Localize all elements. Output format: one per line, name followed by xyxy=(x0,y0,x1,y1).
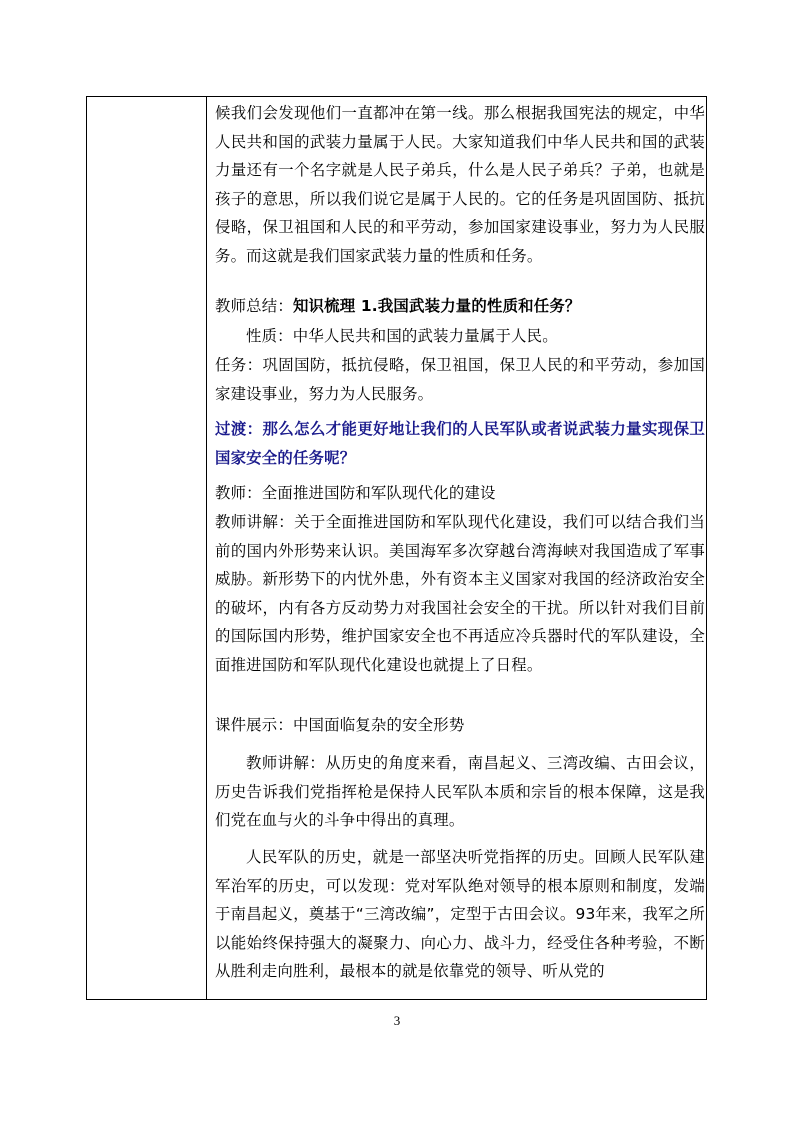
paragraph-courseware: 课件展示：中国面临复杂的安全形势 xyxy=(215,716,465,734)
lesson-table xyxy=(86,96,707,1000)
paragraph-nature: 性质：中华人民共和国的武装力量属于人民。 xyxy=(246,327,558,345)
paragraph-summary xyxy=(215,292,705,321)
paragraph-tasks: 任务：巩固国防，抵抗侵略，保卫祖国，保卫人民的和平劳动，参加国家建设事业，努力为人民服务。 xyxy=(215,356,705,403)
left-cell xyxy=(87,97,206,999)
page-number: 3 xyxy=(393,1013,401,1028)
paragraph-teacher-topic: 教师：全面推进国防和军队现代化的建设 xyxy=(215,484,496,502)
summary-prefix: 教师总结： xyxy=(215,297,293,315)
paragraph-transition: 过渡：那么怎么才能更好地让我们的人民军队或者说武装力量实现保卫国家安全的任务呢？ xyxy=(215,420,705,467)
summary-heading: 知识梳理 1.我国武装力量的性质和任务？ xyxy=(292,297,581,315)
paragraph-army-history: 人民军队的历史，就是一部坚决听党指挥的历史。回顾人民军队建军治军的历史，可以发现：党对军队绝对领导的根本原则和制度，发端于南昌起义，奠基于“三湾改编”，定型于古田会议。93年来，我军之所以能始终保持强大的凝聚力、向心力、战斗力，经受住各种考验，不断从胜利走向胜利，最根本的就是依靠党的领导、听从党的 xyxy=(215,848,705,981)
paragraph-teacher-explain-2: 教师讲解：从历史的角度来看，南昌起义、三湾改编、古田会议，历史告诉我们党指挥枪是保持人民军队本质和宗旨的根本保障，这是我们党在血与火的斗争中得出的真理。 xyxy=(215,754,705,830)
column-divider xyxy=(206,97,207,999)
paragraph-teacher-explain-1: 教师讲解：关于全面推进国防和军队现代化建设，我们可以结合我们当前的国内外形势来认识。美国海军多次穿越台湾海峡对我国造成了军事威胁。新形势下的内忧外患，外有资本主义国家对我国的经济政治安全的破坏，内有各方反动势力对我国社会安全的干扰。所以针对我们目前的国际国内形势，维护国家安全也不再适应冷兵器时代的军队建设，全面推进国防和军队现代化建设也就提上了日程。 xyxy=(215,513,705,674)
paragraph-intro: 候我们会发现他们一直都冲在第一线。那么根据我国宪法的规定，中华人民共和国的武装力量属于人民。大家知道我们中华人民共和国的武装力量还有一个名字就是人民子弟兵，什么是人民子弟兵？子弟，也就是孩子的意思，所以我们说它是属于人民的。它的任务是巩固国防、抵抗侵略，保卫祖国和人民的和平劳动，参加国家建设事业，努力为人民服务。而这就是我们国家武装力量的性质和任务。 xyxy=(215,104,705,265)
